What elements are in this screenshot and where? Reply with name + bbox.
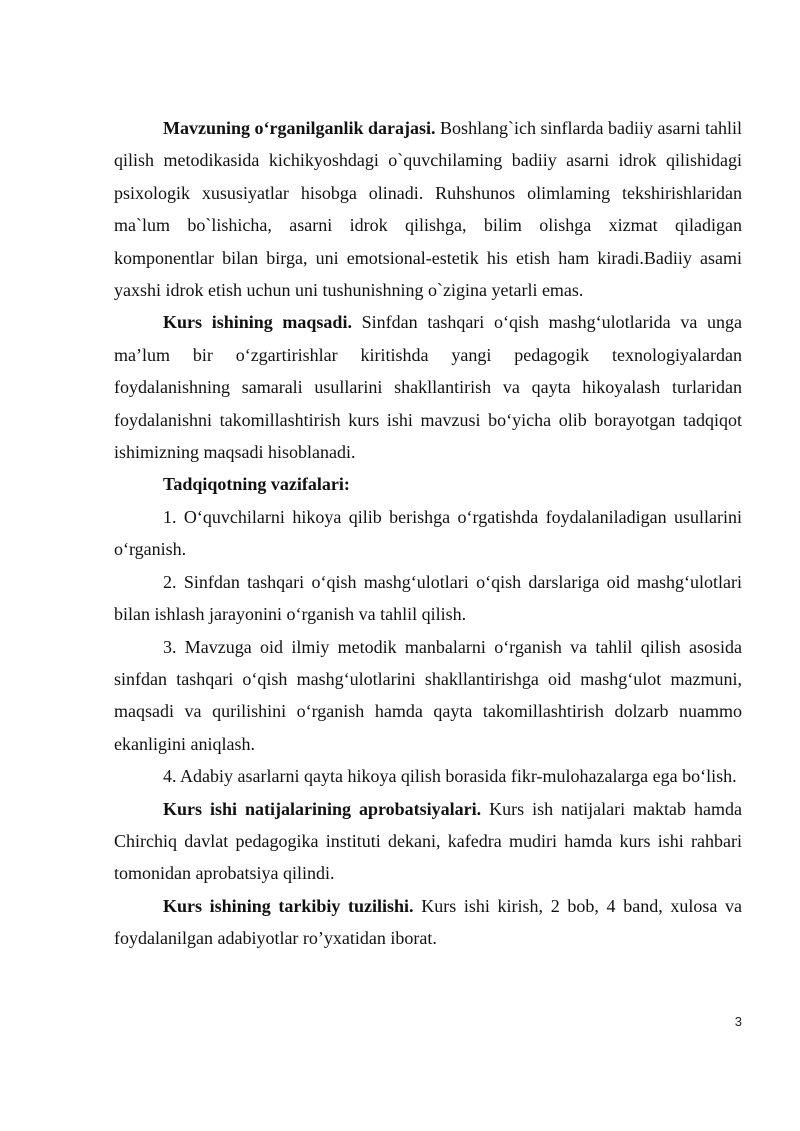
list-item-task-1: [114, 501, 742, 566]
paragraph-course-goal: [114, 306, 742, 468]
list-item-task-3: [114, 631, 742, 761]
paragraph-text: 4. Adabiy asarlarni qayta hikoya qilish borasida fikr-mulohazalarga ega bo‘lish.: [163, 766, 737, 787]
paragraph-text: Sinfdan tashqari o‘qish mashg‘ulotlarida va unga ma’lum bir o‘zgartirishlar kiritishda yangi pedagogik texnologiyalardan foydalanishning samarali usullarini shakllantirish va qayta hikoyalash turlaridan foydalanishni takomillashtirish kurs ishi mavzusi bo‘yicha olib borayotgan tadqiqot ishimizning maqsadi hisoblanadi.: [114, 312, 742, 463]
document-page: [114, 112, 742, 955]
paragraph-research-degree: [114, 112, 742, 306]
paragraph-text: Kurs ishi kirish, 2 bob, 4 band, xulosa va foydalanilgan adabiyotlar ro’yxatidan iborat.: [114, 895, 742, 949]
paragraph-text: 3. Mavzuga oid ilmiy metodik manbalarni o‘rganish va tahlil qilish asosida sinfdan tashqari o‘qish mashg‘ulotlarini shakllantirishga oid mashg‘ulot mazmuni, maqsadi va qurilishini o‘rganish hamda qayta takomillashtirish dolzarb nuammo ekanligini aniqlash.: [114, 636, 742, 754]
paragraph-text: Boshlang`ich sinflarda badiiy asarni tahlil qilish metodikasida kichikyoshdagi o`quvchilaming badiiy asarni idrok qilishidagi psixologik xususiyatlar hisobga olinadi. Ruhshunos olimlaming tekshirishlaridan ma`lum bo`lishicha, asarni idrok qilishga, bilim olishga xizmat qiladigan komponentlar bilan birga, uni emotsional-estetik his etish ham kiradi.Badiiy asami yaxshi idrok etish uchun uni tushunishning o`zigina yetarli emas.: [114, 118, 743, 301]
paragraph-heading: Mavzuning o‘rganilganlik darajasi.: [163, 118, 436, 138]
paragraph-heading: Kurs ishi natijalarining aprobatsiyalari.: [163, 798, 482, 819]
paragraph-text: Kurs ish natijalari maktab hamda Chirchiq davlat pedagogika instituti dekani, kafedra mudiri hamda kurs ishi rahbari tomonidan aprobatsiya qilindi.: [114, 798, 742, 884]
paragraph-approbation: [114, 793, 742, 890]
page-number: 3: [734, 1014, 742, 1029]
paragraph-text: 1. O‘quvchilarni hikoya qilib berishga o‘rgatishda foydalaniladigan usullarini o‘rganish.: [114, 506, 742, 560]
paragraph-heading: Kurs ishining tarkibiy tuzilishi.: [163, 895, 414, 916]
paragraph-structure: [114, 890, 742, 955]
list-item-task-2: [114, 566, 742, 631]
paragraph-research-tasks: [114, 468, 742, 500]
paragraph-heading: Kurs ishining maqsadi.: [163, 312, 352, 333]
paragraph-text: 2. Sinfdan tashqari o‘qish mashg‘ulotlari o‘qish darslariga oid mashg‘ulotlari bilan ishlash jarayonini o‘rganish va tahlil qilish.: [114, 571, 742, 625]
list-item-task-4: [114, 760, 742, 792]
paragraph-heading: Tadqiqotning vazifalari:: [163, 474, 350, 495]
